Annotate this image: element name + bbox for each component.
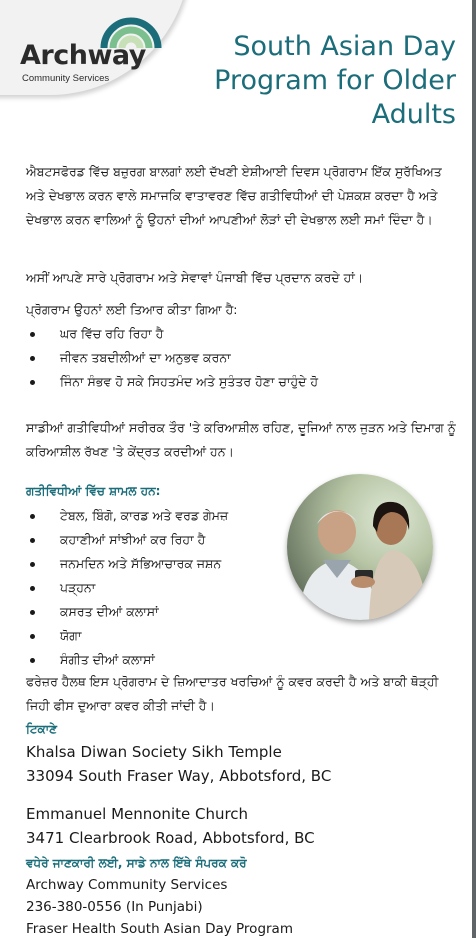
designed-for-item-text: ਜਿੰਨਾ ਸੰਭਵ ਹੋ ਸਕੇ ਸਿਹਤਮੰਦ ਅਤੇ ਸੁਤੰਤਰ ਹੋਣਾ ਚਾਹੁੰਦੇ ਹੋ: [60, 374, 319, 389]
activity-item-text: ਯੋਗਾ: [60, 628, 82, 643]
contact-section: [26, 852, 456, 938]
location-2-name: Emmanuel Mennonite Church: [26, 805, 249, 823]
activities-focus-paragraph: ਸਾਡੀਆਂ ਗਤੀਵਿਧੀਆਂ ਸਰੀਰਕ ਤੌਰ 'ਤੇ ਕਰਿਆਸ਼ੀਲ ਰਹਿਣ, ਦੂਜਿਆਂ ਨਾਲ ਜੁੜਨ ਅਤੇ ਦਿਮਾਗ ਨੂੰ ਕਰਿਆਸ਼ੀਲ ਰੱਖਣ 'ਤੇ ਕੇਂਦ੍ਰਤ ਕਰਦੀਆਂ ਹਨ।: [26, 420, 456, 459]
contact-heading: ਵਧੇਰੇ ਜਾਣਕਾਰੀ ਲਈ, ਸਾਡੇ ਨਾਲ ਇੱਥੇ ਸੰਪਰਕ ਕਰੋ: [26, 856, 247, 870]
designed-for-item-text: ਜੀਵਨ ਤਬਦੀਲੀਆਂ ਦਾ ਅਨੁਭਵ ਕਰਨਾ: [60, 350, 231, 365]
designed-for-section: [26, 298, 456, 394]
activities-section: [26, 480, 286, 672]
people-illustration: [287, 474, 433, 620]
page-title: South Asian Day Program for Older Adults: [214, 31, 456, 130]
activity-item-text: ਜਨਮਦਿਨ ਅਤੇ ਸੱਭਿਆਚਾਰਕ ਜਸ਼ਨ: [60, 556, 222, 571]
bullet-icon: [30, 380, 35, 385]
contact-program: Fraser Health South Asian Day Program: [26, 921, 293, 937]
bullet-icon: [30, 562, 35, 567]
logo-subtitle: Community Services: [22, 73, 110, 84]
locations-heading: ਟਿਕਾਣੇ: [26, 722, 57, 736]
activity-item: [26, 504, 286, 528]
designed-for-item: [26, 346, 456, 370]
bullet-icon: [30, 332, 35, 337]
activity-item-text: ਕਹਾਣੀਆਂ ਸਾਂਝੀਆਂ ਕਰ ਰਿਹਾ ਹੈ: [60, 532, 206, 547]
seniors-photo: [287, 474, 433, 620]
location-1-name: Khalsa Diwan Society Sikh Temple: [26, 743, 282, 761]
bullet-icon: [30, 634, 35, 639]
location-1: [26, 740, 456, 788]
activity-item: [26, 600, 286, 624]
location-2: [26, 802, 456, 850]
activity-item-text: ਸੰਗੀਤ ਦੀਆਂ ਕਲਾਸਾਂ: [60, 652, 155, 667]
designed-for-item: [26, 370, 456, 394]
page-edge: [472, 0, 476, 938]
activities-heading: ਗਤੀਵਿਧੀਆਂ ਵਿੱਚ ਸ਼ਾਮਲ ਹਨ:: [26, 484, 161, 498]
activity-item-text: ਟੇਬਲ, ਬਿੰਗੋ, ਕਾਰਡ ਅਤੇ ਵਰਡ ਗੇਮਜ਼: [60, 508, 229, 523]
location-2-address: 3471 Clearbrook Road, Abbotsford, BC: [26, 829, 315, 847]
activity-item-text: ਕਸਰਤ ਦੀਆਂ ਕਲਾਸਾਂ: [60, 604, 159, 619]
activity-item: [26, 576, 286, 600]
contact-phone[interactable]: 236-380-0556 (In Punjabi): [26, 899, 203, 915]
activity-item: [26, 624, 286, 648]
locations-section: [26, 718, 456, 850]
logo-name: Archway: [20, 40, 146, 71]
designed-for-item: [26, 322, 456, 346]
contact-organization: Archway Community Services: [26, 877, 228, 893]
funding-paragraph: ਫਰੇਜ਼ਰ ਹੈਲਥ ਇਸ ਪ੍ਰੋਗਰਾਮ ਦੇ ਜ਼ਿਆਦਾਤਰ ਖਰਚਿਆਂ ਨੂੰ ਕਵਰ ਕਰਦੀ ਹੈ ਅਤੇ ਬਾਕੀ ਥੋੜ੍ਹੀ ਜਿਹੀ ਫੀਸ ਦੁਆਰਾ ਕਵਰ ਕੀਤੀ ਜਾਂਦੀ ਹੈ।: [26, 674, 439, 713]
intro-paragraph: ਐਬਟਸਫੋਰਡ ਵਿੱਚ ਬਜ਼ੁਰਗ ਬਾਲਗਾਂ ਲਈ ਦੱਖਣੀ ਏਸ਼ੀਆਈ ਦਿਵਸ ਪ੍ਰੋਗਰਾਮ ਇੱਕ ਸੁਰੱਖਿਅਤ ਅਤੇ ਦੇਖਭਾਲ ਕਰਨ ਵਾਲੇ ਸਮਾਜਕਿ ਵਾਤਾਵਰਣ ਵਿੱਚ ਗਤੀਵਿਧੀਆਂ ਦੀ ਪੇਸ਼ਕਸ਼ ਕਰਦਾ ਹੈ ਅਤੇ ਦੇਖਭਾਲ ਕਰਨ ਵਾਲਿਆਂ ਨੂੰ ਉਹਨਾਂ ਦੀਆਂ ਆਪਣੀਆਂ ਲੋੜਾਂ ਦੀ ਦੇਖਭਾਲ ਲਈ ਸਮਾਂ ਦਿੰਦਾ ਹੈ।: [26, 164, 442, 227]
location-1-address: 33094 South Fraser Way, Abbotsford, BC: [26, 767, 332, 785]
activity-item: [26, 528, 286, 552]
archway-logo: [18, 14, 158, 84]
bullet-icon: [30, 658, 35, 663]
activity-item: [26, 648, 286, 672]
bullet-icon: [30, 514, 35, 519]
bullet-icon: [30, 586, 35, 591]
designed-for-list: [26, 322, 456, 394]
activity-item-text: ਪੜ੍ਹਨਾ: [60, 580, 96, 595]
bullet-icon: [30, 356, 35, 361]
bullet-icon: [30, 610, 35, 615]
activities-list: [26, 504, 286, 672]
language-note: ਅਸੀਂ ਆਪਣੇ ਸਾਰੇ ਪ੍ਰੋਗਰਾਮ ਅਤੇ ਸੇਵਾਵਾਂ ਪੰਜਾਬੀ ਵਿੱਚ ਪ੍ਰਦਾਨ ਕਰਦੇ ਹਾਂ।: [26, 270, 364, 285]
bullet-icon: [30, 538, 35, 543]
designed-for-item-text: ਘਰ ਵਿੱਚ ਰਹਿ ਰਿਹਾ ਹੈ: [60, 326, 164, 341]
activity-item: [26, 552, 286, 576]
designed-for-heading: ਪ੍ਰੋਗਰਾਮ ਉਹਨਾਂ ਲਈ ਤਿਆਰ ਕੀਤਾ ਗਿਆ ਹੈ:: [26, 302, 238, 317]
